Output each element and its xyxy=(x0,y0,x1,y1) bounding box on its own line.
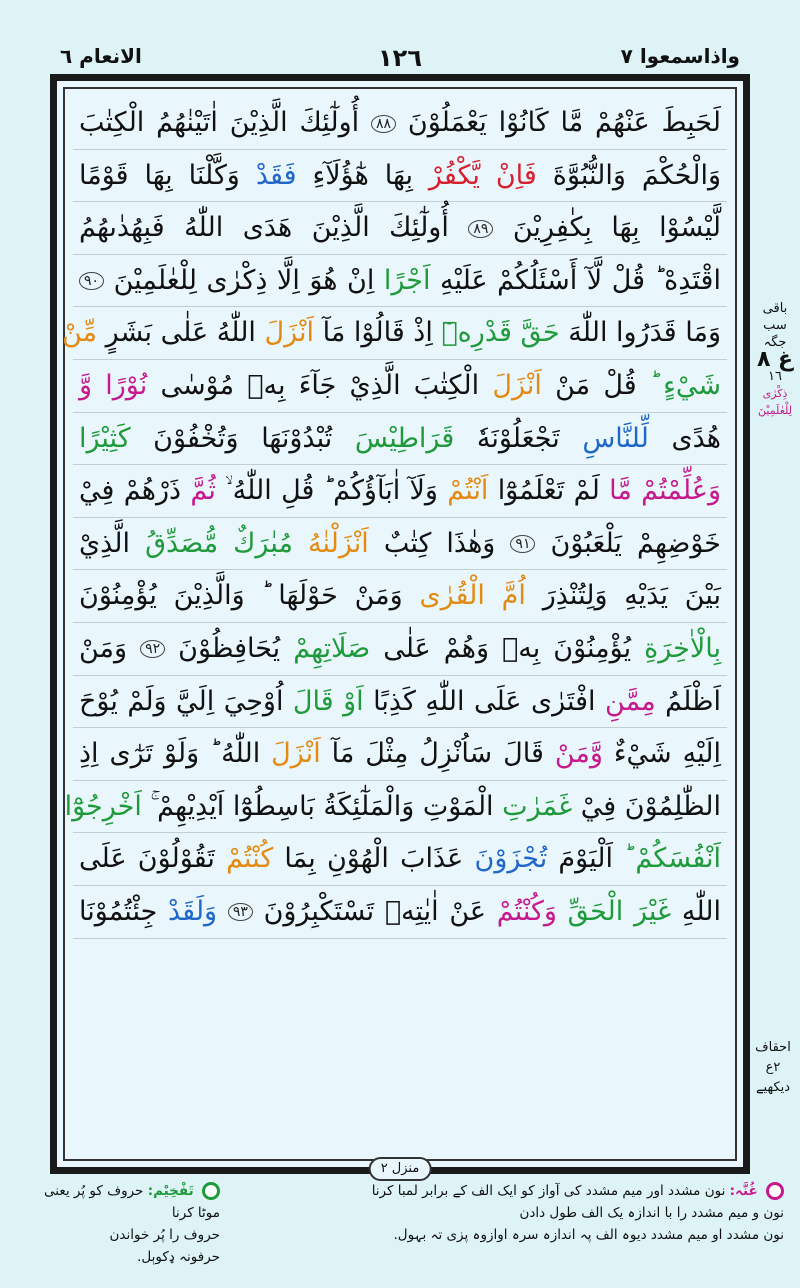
text-segment: الْكِتٰبَ الَّذِيْ جَآءَ بِهٖ مُوْسٰى xyxy=(160,369,480,401)
margin-note-left xyxy=(748,1038,798,1098)
margin-left-line2: دیکھیے xyxy=(755,1080,791,1095)
text-segment: قُلْ لَّآ أَسْئَلُكُمْ عَلَيْهِ xyxy=(440,264,646,296)
text-segment: لَحَبِطَ عَنْهُمْ مَّا xyxy=(560,107,721,138)
text-segment: وَعُلِّمْتُمْ مَّا xyxy=(609,475,721,507)
text-segment: تَقُوْلُوْنَ عَلَى xyxy=(79,843,215,875)
ghunnah-line2: نون و میم مشدد را با اندازہ یک الف طول دادن xyxy=(519,1205,784,1221)
footer-tafkheem xyxy=(20,1180,220,1268)
text-line xyxy=(73,360,727,413)
manzil-label: منزل ٢ xyxy=(369,1157,432,1181)
text-line xyxy=(73,886,727,939)
text-segment: اِنْ هُوَ اِلَّا ذِكْرٰى لِلْعٰلَمِيْنَ xyxy=(113,264,375,296)
text-segment: فَقَدْ xyxy=(255,159,297,191)
text-segment: اَظْلَمُ xyxy=(665,685,722,717)
text-segment: نُوْرًا وَّ xyxy=(79,369,148,401)
tafkheem-line3: حرفونہ ډکوېل. xyxy=(137,1249,220,1265)
text-segment: وَهٰذَا كِتٰبٌ xyxy=(383,527,496,559)
ghunnah-line1: نون مشدد اور میم مشدد کی آواز کو ایک الف کے برابر لمبا کرنا xyxy=(371,1183,726,1199)
text-segment: تُبْدُوْنَهَا وَتُخْفُوْنَ xyxy=(153,422,333,454)
text-segment: أُولٰٓئِكَ الَّذِيْنَ هَدَى اللّٰهُ فَبِهُدٰىهُمُ xyxy=(79,212,449,244)
text-segment: تَجْعَلُوْنَهٗ xyxy=(476,422,560,454)
page-frame xyxy=(50,74,750,1174)
margin-pink-note: ذِکْرٰی لِلْعٰلَمِیْنَ xyxy=(758,387,792,417)
text-segment: اللّٰهِ xyxy=(681,895,721,927)
text-segment: اللّٰهُ عَلٰى بَشَرٍ xyxy=(105,317,256,349)
text-segment: افْتَرٰى عَلَى اللّٰهِ كَذِبًا xyxy=(373,685,596,717)
text-segment: فَاِنْ يَّكْفُرْ xyxy=(428,159,537,191)
text-segment: اَجْرًا xyxy=(383,264,431,296)
text-line xyxy=(73,202,727,255)
text-segment: الظّٰلِمُوْنَ فِيْ xyxy=(580,790,721,822)
text-segment: اَنْزَلْنٰهُ xyxy=(308,527,369,559)
margin-left-line1: احقاف ٢ع xyxy=(755,1040,791,1075)
text-segment: وَلَقَدْ xyxy=(168,895,218,927)
ayah-marker: ٨٨ xyxy=(371,115,396,133)
text-segment: تُجْزَوْنَ xyxy=(474,843,548,875)
text-line xyxy=(73,833,727,886)
text-segment: اُمَّ الْقُرٰى xyxy=(419,580,526,612)
text-segment: ذَرْهُمْ فِيْ xyxy=(79,475,182,507)
text-segment: يُؤْمِنُوْنَ بِهٖ وَهُمْ عَلٰى xyxy=(383,632,632,664)
text-segment: حَقَّ قَدْرِهٖٓ xyxy=(441,317,560,349)
margin-note-text: باقی سب جگہ xyxy=(762,301,788,350)
text-segment: يُحَافِظُوْنَ xyxy=(178,632,281,664)
text-segment: جِئْتُمُوْنَا xyxy=(79,895,158,927)
margin-note-right xyxy=(752,300,798,419)
text-segment: اَنْزَلَ xyxy=(271,738,321,770)
text-segment: وَالْحُكْمَ وَالنُّبُوَّةَ xyxy=(552,159,721,191)
text-segment: اللّٰهُ ؕ وَلَوْ تَرٰٓى اِذِ xyxy=(79,738,261,770)
text-segment: وَمَا قَدَرُوا اللّٰهَ xyxy=(568,317,721,349)
text-segment: صَلَاتِهِمْ xyxy=(293,632,371,664)
text-line xyxy=(73,97,727,150)
text-line xyxy=(73,150,727,203)
text-segment: اِذْ قَالُوْا مَآ xyxy=(322,317,433,349)
green-dot-icon xyxy=(202,1182,220,1200)
tafkheem-term: تَفْخِیْم: xyxy=(147,1183,194,1199)
text-segment: اَخْرِجُوْٓا xyxy=(64,790,142,822)
text-segment: بِالْاٰخِرَةِ xyxy=(644,632,722,664)
text-segment: مِّنْ xyxy=(61,317,97,349)
text-segment: اَوْ قَالَ xyxy=(292,685,364,717)
text-lines xyxy=(61,97,727,1145)
text-line xyxy=(73,570,727,623)
text-segment: قَرَاطِيْسَ xyxy=(354,422,455,454)
text-segment: بِهَا هٰٓؤُلَآءِ xyxy=(312,159,413,191)
pink-dot-icon xyxy=(766,1182,784,1200)
text-segment: قَالَ سَاُنْزِلُ مِثْلَ مَآ xyxy=(331,738,544,770)
ruku-mark: غ ٨ xyxy=(756,347,794,372)
text-line xyxy=(61,307,727,360)
text-segment: مِمَّنِ xyxy=(605,685,656,717)
text-segment: اَنْفُسَكُمْ ؕ xyxy=(624,843,722,875)
text-segment: وَمَنْ حَوْلَهَا ؕ وَالَّذِيْنَ يُؤْمِنُوْنَ xyxy=(79,580,403,612)
text-segment: اَنْتُمْ xyxy=(447,475,489,507)
text-segment: كَانُوْا يَعْمَلُوْنَ xyxy=(407,107,549,138)
text-segment: وَكَّلْنَا بِهَا قَوْمًا xyxy=(79,159,240,191)
text-segment: بَيْنَ يَدَيْهِ وَلِتُنْذِرَ xyxy=(542,580,721,612)
text-segment: لَّيْسُوْا بِهَا بِكٰفِرِيْنَ xyxy=(512,212,721,244)
text-segment: أُولٰٓئِكَ الَّذِيْنَ اٰتَيْنٰهُمُ الْكِتٰبَ xyxy=(79,107,360,138)
text-segment: وَّمَنْ xyxy=(554,738,603,770)
ghunnah-term: غُنَّہ: xyxy=(729,1183,758,1199)
text-segment: الَّذِيْ xyxy=(79,527,131,559)
text-segment: غَيْرَ الْحَقِّ xyxy=(567,895,672,927)
text-line xyxy=(73,728,727,781)
text-line xyxy=(73,465,727,518)
text-line xyxy=(64,781,727,834)
text-segment: ثُمَّ xyxy=(190,475,216,507)
text-line xyxy=(73,623,727,676)
text-segment: هُدًى xyxy=(671,422,721,454)
tafkheem-line1: حروف کو پُر یعنی موٹا کرنا xyxy=(44,1183,220,1221)
text-segment: لِّلنَّاسِ xyxy=(582,422,649,454)
text-segment: اَنْزَلَ xyxy=(264,317,315,349)
surah-name: الانعام ٦ xyxy=(60,44,142,68)
text-segment: اُوْحِيَ اِلَيَّ وَلَمْ يُوْحَ xyxy=(79,685,284,717)
text-segment: لَمْ تَعْلَمُوْٓا xyxy=(497,475,600,507)
ruku-sub: ١٦ xyxy=(768,369,782,384)
text-segment: اِلَيْهِ شَيْءٌ xyxy=(613,738,721,770)
text-line xyxy=(73,676,727,729)
text-segment: مُبٰرَكٌ مُّصَدِّقُ xyxy=(145,527,293,559)
text-segment: اَنْزَلَ xyxy=(492,369,542,401)
text-segment: كَثِيْرًا xyxy=(79,422,131,454)
text-segment: كُنْتُمْ xyxy=(226,843,274,875)
text-segment: خَوْضِهِمْ xyxy=(637,527,721,559)
ayah-marker: ٩٢ xyxy=(140,640,165,658)
ayah-marker: ٨٩ xyxy=(468,220,493,238)
text-segment: قُلْ مَنْ xyxy=(555,369,637,401)
text-segment: وَلَآ اٰبَآؤُكُمْ ؕ قُلِ اللّٰهُ ۙ xyxy=(225,475,438,507)
text-segment: شَيْءٍ ؕ xyxy=(649,369,722,401)
text-segment: اقْتَدِهْ ؕ xyxy=(654,264,721,296)
tafkheem-line2: حروف را پُر خواندن xyxy=(109,1227,220,1243)
text-line xyxy=(73,255,727,308)
ayah-marker: ٩٠ xyxy=(79,272,104,290)
text-segment: عَنْ اٰيٰتِهٖ تَسْتَكْبِرُوْنَ xyxy=(263,895,487,927)
ghunnah-line3: نون مشدد او میم مشدد دیوہ الف پہ اندازہ سرہ اوازوہ پزی تہ بہول. xyxy=(393,1227,784,1243)
text-segment: عَذَابَ الْهُوْنِ بِمَا xyxy=(284,843,464,875)
text-segment: يَلْعَبُوْنَ xyxy=(550,527,622,559)
text-line xyxy=(73,518,727,571)
text-segment: اَلْيَوْمَ xyxy=(558,843,613,875)
text-segment: وَمَنْ xyxy=(79,632,128,664)
page-frame-inner xyxy=(63,87,737,1161)
ayah-marker: ٩١ xyxy=(510,535,535,553)
juz-name: واذاسمعوا ٧ xyxy=(620,44,740,68)
text-segment: الْمَوْتِ وَالْمَلٰٓئِكَةُ بَاسِطُوْٓا اَيْدِيْهِمْ ۚ xyxy=(150,790,494,822)
page-number: ١٢٦ xyxy=(378,44,422,72)
footer-ghunnah xyxy=(264,1180,784,1246)
ayah-marker: ٩٣ xyxy=(228,903,253,921)
text-segment: وَكُنْتُمْ xyxy=(496,895,557,927)
text-line xyxy=(73,413,727,466)
text-segment: غَمَرٰتِ xyxy=(502,790,573,822)
